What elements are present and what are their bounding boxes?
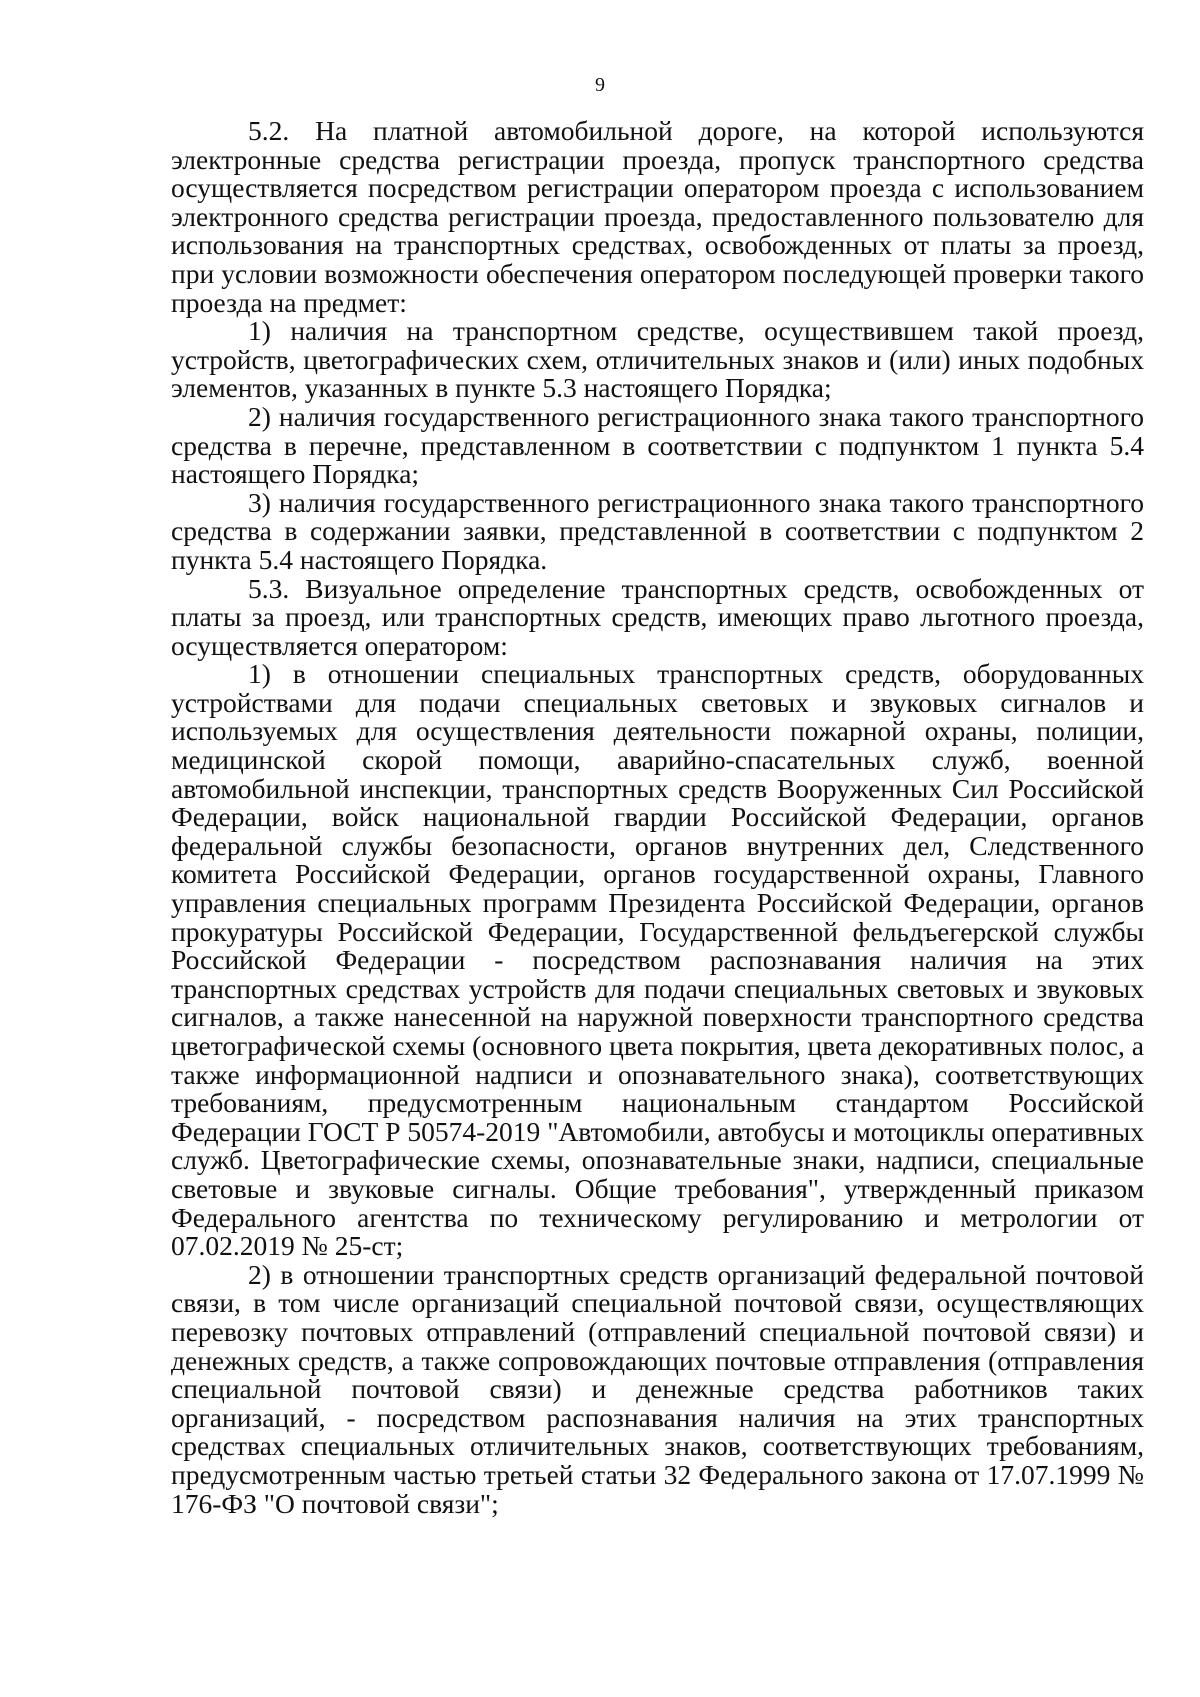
paragraph-5-3: 5.3. Визуальное определение транспортных средств, освобожденных от платы за проезд, или транспортных средств, имеющих право льготного проезда, осуществляется оператором: <box>171 572 1144 661</box>
paragraph-5-3-item-2: 2) в отношении транспортных средств организаций федеральной почтовой связи, в том числе организаций специальной почтовой связи, осуществляющих перевозку почтовых отправлений (отправлений специальной почтовой связи) и денежных средств, а также сопровождающих почтовые отправления (отправления специальной почтовой связи) и денежные средства работников таких организаций, - посредством распознавания наличия на этих транспортных средствах специальных отличительных знаков, соответствующих требованиям, предусмотренным частью третьей статьи 32 Федерального закона от 17.07.1999 № 176-ФЗ "О почтовой связи"; <box>171 1258 1144 1519</box>
paragraph-5-2-item-2: 2) наличия государственного регистрационного знака такого транспортного средства в перечне, представленном в соответствии с подпунктом 1 пункта 5.4 настоящего Порядка; <box>171 400 1144 490</box>
paragraph-5-3-item-1: 1) в отношении специальных транспортных средств, оборудованных устройствами для подачи специальных световых и звуковых сигналов и используемых для осуществления деятельности пожарной охраны, полиции, медицинской скорой помощи, аварийно-спасательных служб, военной автомобильной инспекции, транспортных средств Вооруженных Сил Российской Федерации, войск национальной гвардии Российской Федерации, органов федеральной службы безопасности, органов внутренних дел, Следственного комитета Российской Федерации, органов государственной охраны, Главного управления специальных программ Президента Российской Федерации, органов прокуратуры Российской Федерации, Государственной фельдъегерской службы Российской Федерации - посредством распознавания наличия на этих транспортных средствах устройств для подачи специальных световых и звуковых сигналов, а также нанесенной на наружной поверхности транспортного средства цветографической схемы (основного цвета покрытия, цвета декоративных полос, а также информационной надписи и опознавательного знака), соответствующих требованиям, предусмотренным национальным стандартом Российской Федерации ГОСТ Р 50574-2019 "Автомобили, автобусы и мотоциклы оперативных служб. Цветографические схемы, опознавательные знаки, надписи, специальные световые и звуковые сигналы. Общие требования", утвержденный приказом Федерального агентства по техническому регулированию и метрологии от 07.02.2019 № 25-ст; <box>171 658 1144 1262</box>
document-body <box>171 117 1144 1518</box>
paragraph-5-2: 5.2. На платной автомобильной дороге, на которой используются электронные средства регистрации проезда, пропуск транспортного средства осуществляется посредством регистрации оператором проезда с использованием электронного средства регистрации проезда, предоставленного пользователю для использования на транспортных средствах, освобожденных от платы за проезд, при условии возможности обеспечения оператором последующей проверки такого проезда на предмет: <box>171 115 1144 318</box>
page-number: 9 <box>595 74 605 96</box>
paragraph-5-2-item-3: 3) наличия государственного регистрационного знака такого транспортного средства в содержании заявки, представленной в соответствии с подпунктом 2 пункта 5.4 настоящего Порядка. <box>171 486 1144 575</box>
paragraph-5-2-item-1: 1) наличия на транспортном средстве, осуществившем такой проезд, устройств, цветографических схем, отличительных знаков и (или) иных подобных элементов, указанных в пункте 5.3 настоящего Порядка; <box>171 315 1144 404</box>
